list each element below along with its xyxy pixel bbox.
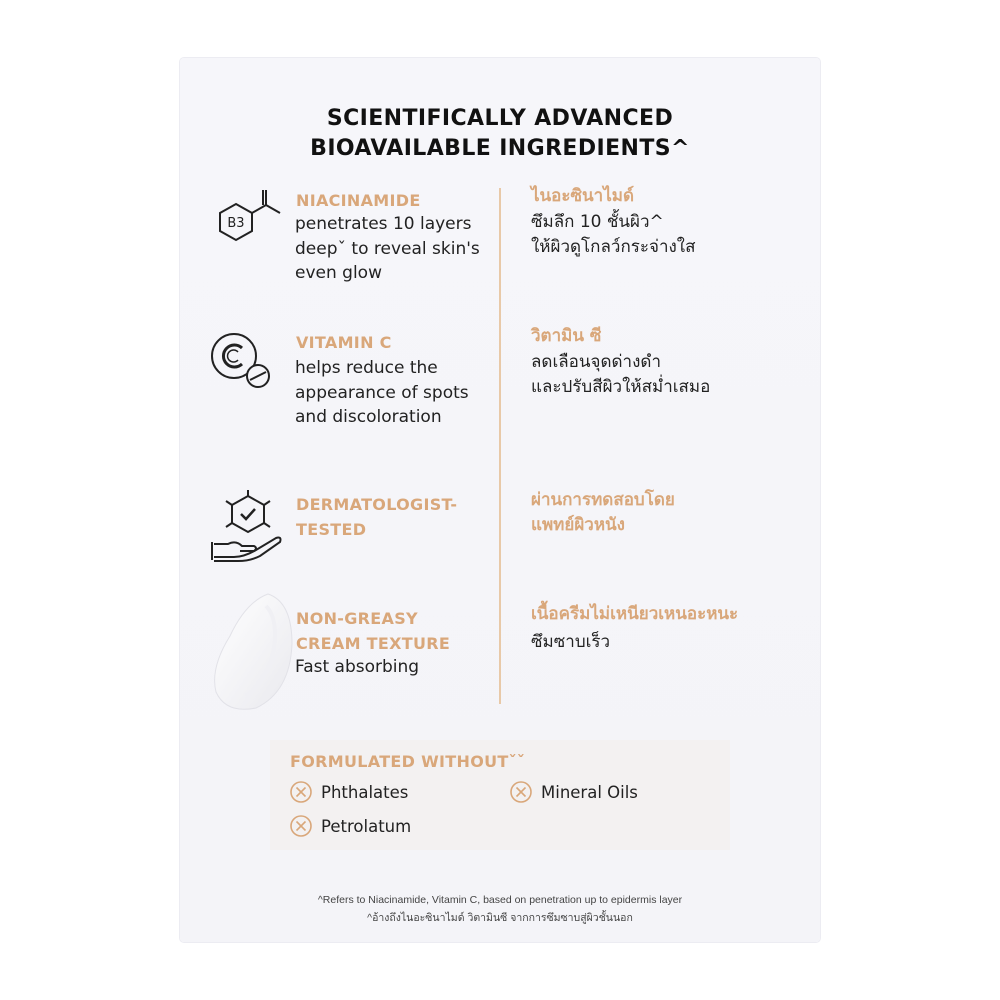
niacinamide-description: penetrates 10 layers deepˇ to reveal skin's even glow — [295, 214, 480, 283]
excluded-ingredient-label: Phthalates — [321, 782, 409, 802]
niacinamide-title: NIACINAMIDE — [296, 191, 421, 210]
niacinamide-title-th: ไนอะซินาไมด์ — [531, 186, 635, 206]
excluded-ingredient-label: Petrolatum — [321, 816, 412, 836]
x-circle-icon — [290, 781, 312, 803]
b3-molecule-icon — [214, 186, 284, 248]
vitamin-c-description: helps reduce the appearance of spots and discoloration — [295, 358, 469, 427]
excluded-ingredient-phthalates — [290, 781, 408, 803]
vitamin-c-title-th: วิตามิน ซี — [531, 326, 602, 346]
vitamin-c-description-th: ลดเลือนจุดด่างดำ และปรับสีผิวให้สม่ำเสมอ — [531, 352, 711, 397]
svg-text:B3: B3 — [227, 216, 245, 231]
dermatologist-tested-title-th: ผ่านการทดสอบโดย แพทย์ผิวหนัง — [531, 490, 675, 535]
heading-line-2: BIOAVAILABLE INGREDIENTS^ — [310, 136, 690, 161]
cream-texture-title: NON-GREASY CREAM TEXTURE — [296, 609, 451, 653]
excluded-ingredient-mineral-oils — [510, 781, 638, 803]
x-circle-icon — [510, 781, 532, 803]
footnote-thai: ^อ้างถึงไนอะซินาไมด์ วิตามินซี จากการซึมซาบสู่ผิวชั้นนอก — [367, 912, 633, 924]
dermatologist-hand-icon — [210, 490, 286, 564]
footnote-english: ^Refers to Niacinamide, Vitamin C, based on penetration up to epidermis layer — [317, 894, 683, 906]
dermatologist-tested-title: DERMATOLOGIST- TESTED — [296, 495, 458, 539]
niacinamide-description-th: ซึมลึก 10 ชั้นผิว^ ให้ผิวดูโกลว์กระจ่างใส — [531, 212, 696, 257]
column-divider — [499, 188, 501, 704]
formulated-without-title: FORMULATED WITHOUTˇˇ — [290, 752, 526, 771]
cream-texture-description-th: ซึมซาบเร็ว — [531, 632, 611, 652]
vitamin-c-icon — [208, 330, 278, 392]
vitamin-c-title: VITAMIN C — [296, 333, 392, 352]
heading-line-1: SCIENTIFICALLY ADVANCED — [326, 106, 674, 131]
cream-texture-description: Fast absorbing — [295, 657, 420, 677]
excluded-ingredient-label: Mineral Oils — [541, 782, 638, 802]
cream-swatch-icon — [208, 588, 294, 714]
cream-texture-title-th: เนื้อครีมไม่เหนียวเหนอะหนะ — [531, 604, 739, 624]
x-circle-icon — [290, 815, 312, 837]
excluded-ingredient-petrolatum — [290, 815, 411, 837]
